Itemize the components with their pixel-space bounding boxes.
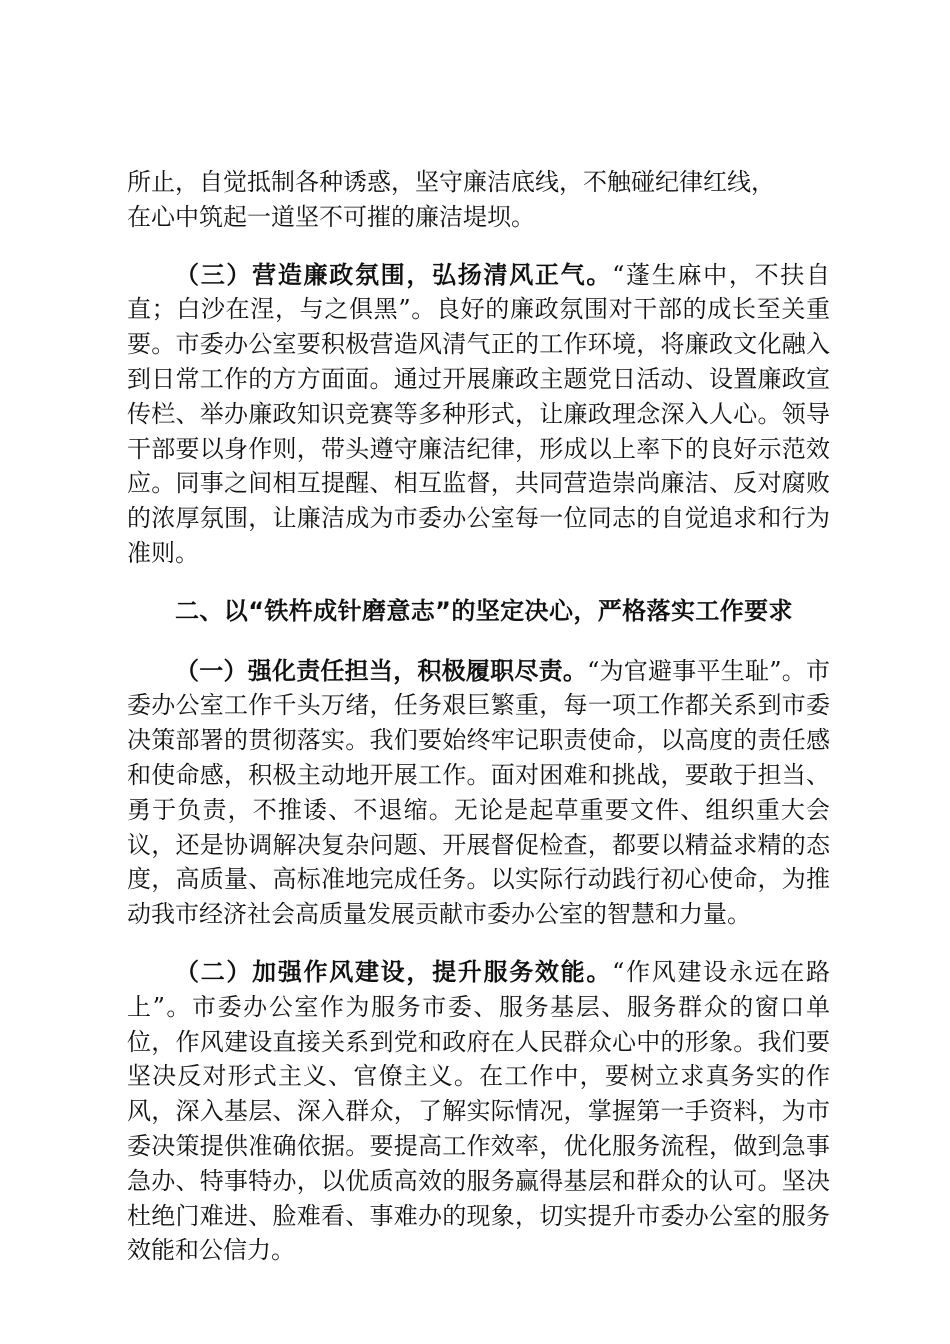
section-1-title: （一）强化责任担当，积极履职尽责。 [175, 656, 588, 685]
section-3-body: “蓬生麻中，不扶自直；白沙在涅，与之俱黑”。良好的廉政氛围对干部的成长至关重要。市委办公室要积极营造风清气正的工作环境，将廉政文化融入到日常工作的方方面面。通过开展廉政主题党日活动、设置廉政宣传栏、举办廉政知识竞赛等多种形式，让廉政理念深入人心。领导干部要以身作则，带头遵守廉洁纪律，形成以上率下的良好示范效应。同事之间相互提醒、相互监督，共同营造崇尚廉洁、反对腐败的浓厚氛围，让廉洁成为市委办公室每一位同志的自觉追求和行为准则。 [127, 260, 831, 567]
section-2-paragraph [127, 955, 830, 1268]
section-1-body: “为官避事平生耻”。市委办公室工作千头万绪，任务艰巨繁重，每一项工作都关系到市委决策部署的贯彻落实。我们要始终牢记职责使命，以高度的责任感和使命感，积极主动地开展工作。面对困难和挑战，要敢于担当、勇于负责，不推诿、不退缩。无论是起草重要文件、组织重大会议，还是协调解决复杂问题、开展督促检查，都要以精益求精的态度，高质量、高标准地完成任务。以实际行动践行初心使命，为推动我市经济社会高质量发展贡献市委办公室的智慧和力量。 [127, 656, 830, 929]
section-2-title: （二）加强作风建设，提升服务效能。 [175, 957, 613, 986]
part-2-heading: 二、以“铁杵成针磨意志”的坚定决心，严格落实工作要求 [175, 596, 793, 625]
document-page [127, 165, 830, 1291]
continuation-paragraph [127, 165, 830, 235]
section-2-body: “作风建设永远在路上”。市委办公室作为服务市委、服务基层、服务群众的窗口单位，作风建设直接关系到党和政府在人民群众心中的形象。我们要坚决反对形式主义、官僚主义。在工作中，要树立求真务实的作风，深入基层、深入群众，了解实际情况，掌握第一手资料，为市委决策提供准确依据。要提高工作效率，优化服务流程，做到急事急办、特事特办，以优质高效的服务赢得基层和群众的认可。坚决杜绝门难进、脸难看、事难办的现象，切实提升市委办公室的服务效能和公信力。 [127, 957, 831, 1265]
section-1-paragraph [127, 654, 830, 932]
section-3-title: （三）营造廉政氛围，弘扬清风正气。 [175, 260, 613, 289]
continuation-line-2: 在心中筑起一道坚不可摧的廉洁堤坝。 [127, 202, 535, 231]
continuation-line-1: 所止，自觉抵制各种诱惑，坚守廉洁底线，不触碰纪律红线， [127, 168, 775, 196]
section-3-paragraph [127, 258, 830, 571]
